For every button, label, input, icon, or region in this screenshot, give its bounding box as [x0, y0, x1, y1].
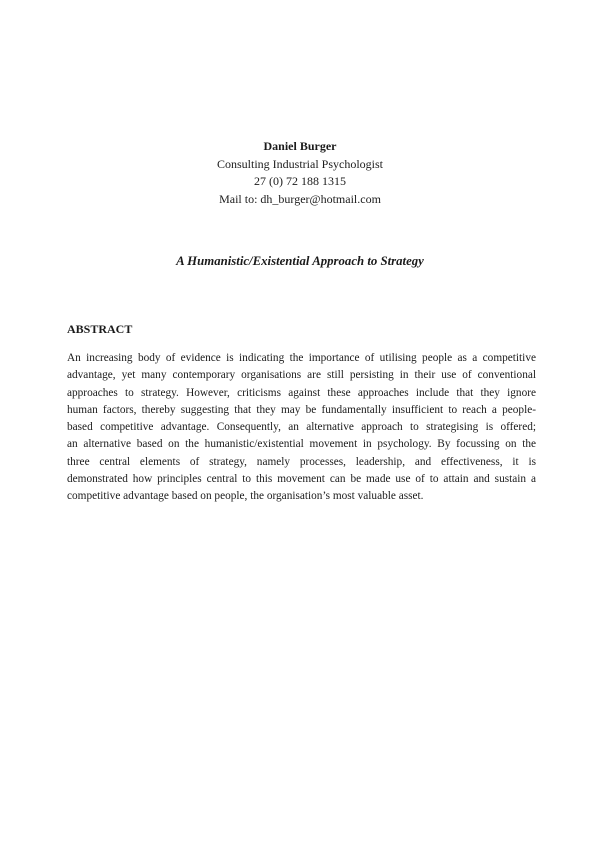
author-block: [0, 138, 600, 208]
abstract-line: advantage, yet many contemporary organisations are still persisting in their use of conventional: [67, 369, 536, 382]
abstract-line: approaches to strategy. However, criticisms against these approaches include that they ignore: [67, 386, 536, 399]
paper-title: A Humanistic/Existential Approach to Strategy: [176, 254, 424, 268]
abstract-line: an alternative based on the humanistic/existential movement in psychology. By focussing on the: [67, 438, 536, 451]
abstract-heading: ABSTRACT: [67, 322, 133, 336]
abstract-line: competitive advantage based on people, the organisation’s most valuable asset.: [67, 490, 424, 503]
abstract-line: three central elements of strategy, namely processes, leadership, and effectiveness, it is: [67, 455, 536, 468]
abstract-line: based competitive advantage. Consequently, an alternative approach to strategising is offered;: [67, 421, 536, 434]
author-role: Consulting Industrial Psychologist: [216, 156, 383, 171]
abstract-body: [67, 350, 536, 506]
author-email: Mail to: dh_burger@hotmail.com: [219, 191, 381, 206]
author-phone: 27 (0) 72 188 1315: [254, 174, 346, 189]
author-name: Daniel Burger: [263, 139, 337, 153]
abstract-line: demonstrated how principles central to this movement can be made use of to attain and sustain a: [67, 473, 536, 486]
abstract-line: human factors, thereby suggesting that they may be fundamentally insufficient to reach a people-: [67, 403, 536, 416]
abstract-line: An increasing body of evidence is indicating the importance of utilising people as a competitive: [67, 352, 536, 364]
